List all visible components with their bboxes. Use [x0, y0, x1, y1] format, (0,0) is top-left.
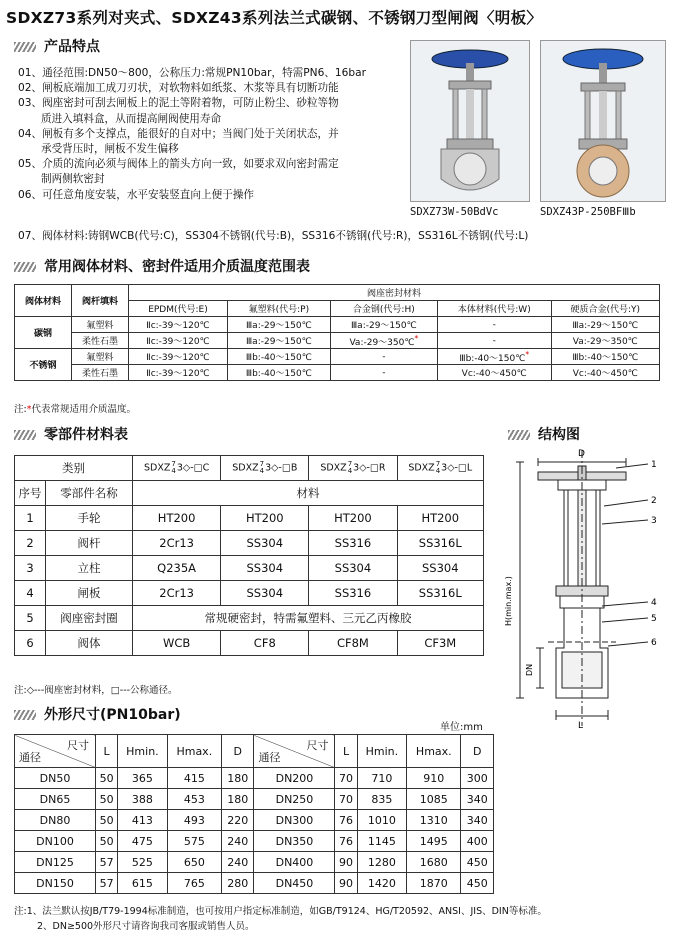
callout-3: 3 — [651, 516, 657, 526]
dim-cell: 413 — [118, 810, 168, 831]
part-material: CF8M — [309, 631, 397, 656]
row5-no: 5 — [15, 606, 46, 631]
dim-cell: DN350 — [254, 831, 335, 852]
header-material: 材料 — [133, 481, 484, 506]
dim-cell: 57 — [96, 873, 118, 894]
star-mark: * — [525, 349, 530, 359]
temperature-cell — [129, 317, 228, 333]
dim-cell: 910 — [407, 768, 461, 789]
dim-cell: 575 — [167, 831, 221, 852]
table-row — [15, 810, 494, 831]
section-features-heading — [14, 36, 100, 56]
table-row — [15, 333, 660, 349]
dim-cell: DN100 — [15, 831, 96, 852]
dim-cell: DN200 — [254, 768, 335, 789]
structure-drawing — [498, 446, 680, 732]
table-row — [15, 789, 494, 810]
dim-cell: DN400 — [254, 852, 335, 873]
section-dimensions-heading — [14, 704, 181, 724]
temperature-cell — [551, 333, 659, 349]
note-prefix: 注: — [14, 404, 27, 415]
table-row — [15, 873, 494, 894]
dim-col-header: L — [335, 735, 357, 768]
footnote-2: 2、DN≥500外形尺寸请咨询我司客服或销售人员。 — [37, 921, 255, 932]
parts-table-note: 注:◇---阀座密封材料，□---公称通径。 — [14, 685, 178, 696]
dim-col-header: Hmax. — [167, 735, 221, 768]
feature-line: 质进入填料盒，从而提高闸阀使用寿命 — [41, 112, 222, 125]
temperature-value: Vc:-40～450℃ — [461, 369, 527, 379]
dim-label-H: H(min.max.) — [504, 576, 513, 626]
hatch-icon — [14, 42, 36, 52]
part-material: SS316 — [309, 531, 397, 556]
feature-line: 01、通径范围:DN50～800，公称压力:常规PN10bar，特需PN6、16bar — [18, 67, 366, 79]
dim-cell: 340 — [461, 789, 494, 810]
model-header — [133, 456, 221, 481]
temperature-cell — [129, 349, 228, 365]
table-row — [15, 581, 484, 606]
temperature-cell — [129, 365, 228, 381]
part-material: CF8 — [221, 631, 309, 656]
dim-cell: 1310 — [407, 810, 461, 831]
temperature-cell — [330, 365, 437, 381]
temperature-value: Ⅱc:-39～120℃ — [146, 321, 210, 331]
dim-cell: 70 — [335, 789, 357, 810]
feature-line: 承受背压时，闸板不发生偏移 — [41, 143, 179, 156]
part-material: SS304 — [221, 531, 309, 556]
dim-cell: 1680 — [407, 852, 461, 873]
dim-cell: DN450 — [254, 873, 335, 894]
dimension-table — [14, 734, 494, 894]
dim-cell: 180 — [221, 768, 254, 789]
dim-cell: 1145 — [357, 831, 407, 852]
fraction-bottom: 4 — [171, 467, 176, 475]
table-row — [15, 317, 660, 333]
temperature-cell — [551, 317, 659, 333]
temperature-value: Va:-29～350℃ — [572, 337, 638, 347]
section-parts-heading — [14, 424, 128, 444]
part-name: 手轮 — [46, 506, 133, 531]
temperature-cell — [227, 365, 330, 381]
temperature-value: Ⅲa:-29～150℃ — [572, 321, 639, 331]
diagonal-header-cell — [254, 735, 335, 768]
star-mark: * — [414, 333, 419, 343]
dim-cell: 70 — [335, 768, 357, 789]
dim-label-L: L — [578, 721, 584, 731]
part-material: SS304 — [221, 581, 309, 606]
feature-line: 03、阀座密封可刮去闸板上的泥土等附着物，可防止粉尘、砂粒等物 — [18, 97, 339, 110]
feature-line: 04、闸板有多个支撑点，能很好的自对中；当阀门处于关闭状态，并 — [18, 127, 339, 140]
temperature-value: - — [492, 335, 496, 346]
temperature-value: Ⅲa:-29～150℃ — [245, 321, 312, 331]
model-header — [397, 456, 483, 481]
dim-cell: 90 — [335, 852, 357, 873]
temperature-cell — [227, 333, 330, 349]
model-header — [221, 456, 309, 481]
dim-cell: 280 — [221, 873, 254, 894]
dim-cell: 50 — [96, 768, 118, 789]
table-row — [15, 349, 660, 365]
dim-cell: 388 — [118, 789, 168, 810]
dim-cell: DN300 — [254, 810, 335, 831]
temperature-cell — [227, 317, 330, 333]
dim-col-header: L — [96, 735, 118, 768]
dim-cell: 525 — [118, 852, 168, 873]
header-no: 序号 — [15, 481, 46, 506]
part-material: HT200 — [221, 506, 309, 531]
temperature-value: Ⅲb:-40～150℃ — [245, 369, 312, 379]
dim-col-header: D — [461, 735, 494, 768]
part-material: CF3M — [397, 631, 483, 656]
feature-list — [18, 66, 398, 203]
section-structure-heading — [508, 424, 580, 444]
section-dimensions-label: 外形尺寸(PN10bar) — [44, 707, 181, 723]
part-material: 2Cr13 — [133, 531, 221, 556]
packing-cell: 氟塑料 — [72, 349, 129, 365]
dim-cell: 400 — [461, 831, 494, 852]
feature-line: 06、可任意角度安装，水平安装竖直向上便于操作 — [18, 188, 254, 201]
part-name: 闸板 — [46, 581, 133, 606]
model-fraction — [348, 461, 352, 475]
dim-cell: 1420 — [357, 873, 407, 894]
temperature-cell — [330, 317, 437, 333]
hatch-icon — [14, 710, 36, 720]
part-name: 阀杆 — [46, 531, 133, 556]
fraction-bottom: 4 — [347, 467, 353, 475]
temperature-value: Ⅲb:-40～150℃ — [245, 353, 312, 363]
header-part-name: 零部件名称 — [46, 481, 133, 506]
dim-label-D: D — [578, 449, 585, 459]
fraction-top: 7 — [435, 460, 441, 468]
temperature-value: - — [492, 319, 496, 330]
dim-col-header: D — [221, 735, 254, 768]
part-no: 4 — [15, 581, 46, 606]
table-row — [15, 506, 484, 531]
header-size: 尺寸 — [306, 739, 329, 752]
diagonal-header-cell — [15, 735, 96, 768]
part-no: 3 — [15, 556, 46, 581]
dim-cell: 493 — [167, 810, 221, 831]
callout-5: 5 — [651, 614, 657, 624]
dim-label-DN: DN — [525, 663, 534, 676]
dim-cell: 76 — [335, 831, 357, 852]
dim-cell: DN65 — [15, 789, 96, 810]
temperature-cell — [551, 349, 659, 365]
row5-text: 常规硬密封，特需氟塑料、三元乙丙橡胶 — [133, 606, 484, 631]
dim-cell: 57 — [96, 852, 118, 873]
seal-col-header: 氟塑料(代号:P) — [227, 301, 330, 317]
section-structure-label: 结构图 — [538, 427, 580, 443]
hatch-icon — [14, 262, 36, 272]
part-material: HT200 — [397, 506, 483, 531]
fraction-bottom: 4 — [259, 467, 265, 475]
body-material-cell: 不锈钢 — [15, 349, 72, 381]
temperature-cell — [437, 349, 551, 365]
model-prefix: SDXZ — [144, 462, 171, 474]
dim-cell: 50 — [96, 831, 118, 852]
dim-cell: 240 — [221, 852, 254, 873]
note-text: 代表常规适用介质温度。 — [31, 404, 136, 415]
part-no: 2 — [15, 531, 46, 556]
callout-1: 1 — [651, 460, 657, 470]
fraction-top: 7 — [259, 460, 265, 468]
dim-cell: 1085 — [407, 789, 461, 810]
temperature-value: Ⅲb:-40～150℃ — [459, 353, 526, 364]
dim-cell: 50 — [96, 789, 118, 810]
photo-caption-right: SDXZ43P-250BFⅢb — [540, 206, 636, 218]
part-material: SS304 — [397, 556, 483, 581]
model-prefix: SDXZ — [232, 462, 259, 474]
material-table-note — [14, 401, 136, 415]
model-fraction — [260, 461, 264, 475]
section-features-label: 产品特点 — [44, 39, 100, 55]
temperature-value: Ⅱc:-39～120℃ — [146, 337, 210, 347]
page-title: SDXZ73系列对夹式、SDXZ43系列法兰式碳钢、不锈钢刀型闸阀〈明板〉 — [6, 9, 543, 27]
dim-col-header: Hmin. — [357, 735, 407, 768]
dim-cell: 300 — [461, 768, 494, 789]
temperature-value: Ⅲa:-29～150℃ — [245, 337, 312, 347]
dim-cell: DN125 — [15, 852, 96, 873]
dim-cell: 453 — [167, 789, 221, 810]
row6-no: 6 — [15, 631, 46, 656]
dim-cell: 76 — [335, 810, 357, 831]
part-no: 1 — [15, 506, 46, 531]
temperature-cell — [330, 333, 437, 349]
temperature-cell — [437, 317, 551, 333]
part-material: HT200 — [133, 506, 221, 531]
footnote-1: 注:1、法兰默认按JB/T79-1994标准制造，也可按用户指定标准制造，如GB/T9124、HG/T20592、ANSI、JIS、DIN等标准。 — [14, 906, 547, 917]
dim-cell: 1495 — [407, 831, 461, 852]
row6-name: 阀体 — [46, 631, 133, 656]
dim-cell: 475 — [118, 831, 168, 852]
table-row — [15, 852, 494, 873]
dim-cell: 340 — [461, 810, 494, 831]
temperature-cell — [227, 349, 330, 365]
callout-2: 2 — [651, 496, 657, 506]
dim-cell: 450 — [461, 873, 494, 894]
model-suffix: 3◇-□C — [176, 462, 210, 474]
dim-cell: 365 — [118, 768, 168, 789]
dim-cell: 765 — [167, 873, 221, 894]
temperature-value: - — [382, 367, 386, 378]
temperature-value: Ⅲb:-40～150℃ — [572, 353, 639, 363]
seal-col-header: EPDM(代号:E) — [129, 301, 228, 317]
part-material: SS316L — [397, 581, 483, 606]
temperature-value: - — [382, 351, 386, 362]
dim-cell: 1870 — [407, 873, 461, 894]
part-material: SS316 — [309, 581, 397, 606]
dim-col-header: Hmin. — [118, 735, 168, 768]
temperature-value: Ⅱc:-39～120℃ — [146, 353, 210, 363]
part-name: 立柱 — [46, 556, 133, 581]
parts-material-table — [14, 455, 484, 656]
part-material: 2Cr13 — [133, 581, 221, 606]
seal-col-header: 本体材料(代号:W) — [437, 301, 551, 317]
dim-cell: 50 — [96, 810, 118, 831]
packing-cell: 柔性石墨 — [72, 333, 129, 349]
dim-cell: 450 — [461, 852, 494, 873]
part-material: Q235A — [133, 556, 221, 581]
dim-col-header: Hmax. — [407, 735, 461, 768]
dim-cell: 710 — [357, 768, 407, 789]
model-prefix: SDXZ — [408, 462, 435, 474]
header-category: 类别 — [15, 456, 133, 481]
note-star: * — [26, 404, 32, 415]
fraction-top: 7 — [347, 460, 353, 468]
header-diameter: 通径 — [19, 751, 41, 764]
model-fraction — [171, 461, 175, 475]
dim-cell: DN50 — [15, 768, 96, 789]
dim-cell: DN80 — [15, 810, 96, 831]
row5-name: 阀座密封圈 — [46, 606, 133, 631]
model-suffix: 3◇-□L — [441, 462, 473, 474]
product-photo-flanged — [540, 40, 666, 202]
model-prefix: SDXZ — [320, 462, 347, 474]
dim-cell: 1010 — [357, 810, 407, 831]
fraction-bottom: 4 — [435, 467, 441, 475]
dim-cell: 835 — [357, 789, 407, 810]
temperature-cell — [437, 333, 551, 349]
callout-6: 6 — [651, 638, 657, 648]
model-header — [309, 456, 397, 481]
table-row — [15, 365, 660, 381]
unit-label: 单位:mm — [440, 722, 483, 733]
section-parts-label: 零部件材料表 — [44, 427, 128, 443]
temperature-value: Vc:-40～450℃ — [572, 369, 638, 379]
hatch-icon — [14, 430, 36, 440]
table-row — [15, 556, 484, 581]
packing-cell: 柔性石墨 — [72, 365, 129, 381]
feature-line: 02、闸板底端加工成刀刃状，对软物料如纸浆、木浆等具有切断功能 — [18, 82, 339, 95]
temperature-value: Ⅲa:-29～150℃ — [350, 321, 417, 331]
part-material: WCB — [133, 631, 221, 656]
feature-07: 07、阀体材料:铸钢WCB(代号:C)，SS304不锈钢(代号:B)，SS316不锈钢(代号:R)，SS316L不锈钢(代号:L) — [18, 230, 529, 242]
dim-cell: 90 — [335, 873, 357, 894]
header-seal: 阀座密封材料 — [129, 285, 660, 301]
section-materials-label: 常用阀体材料、密封件适用介质温度范围表 — [44, 259, 310, 275]
part-material: SS316L — [397, 531, 483, 556]
material-temperature-table — [14, 284, 660, 381]
feature-line: 制两侧软密封 — [41, 173, 105, 186]
temperature-value: Va:-29～350℃ — [349, 337, 415, 348]
temperature-value: Ⅱc:-39～120℃ — [146, 369, 210, 379]
dim-cell: 650 — [167, 852, 221, 873]
dim-cell: DN250 — [254, 789, 335, 810]
model-suffix: 3◇-□R — [353, 462, 386, 474]
table-row — [15, 831, 494, 852]
temperature-cell — [129, 333, 228, 349]
section-materials-heading — [14, 256, 310, 276]
dim-cell: 240 — [221, 831, 254, 852]
dim-cell: 1280 — [357, 852, 407, 873]
dim-cell: 220 — [221, 810, 254, 831]
seal-col-header: 硬质合金(代号:Y) — [551, 301, 659, 317]
table-row — [15, 768, 494, 789]
feature-line: 05、介质的流向必须与阀体上的箭头方向一致，如要求双向密封需定 — [18, 158, 339, 171]
product-photo-wafer — [410, 40, 530, 202]
part-material: HT200 — [309, 506, 397, 531]
header-body: 阀体材料 — [15, 285, 72, 317]
packing-cell: 氟塑料 — [72, 317, 129, 333]
header-size: 尺寸 — [67, 739, 89, 752]
header-packing: 阀杆填料 — [72, 285, 129, 317]
seal-col-header: 合金钢(代号:H) — [330, 301, 437, 317]
temperature-cell — [551, 365, 659, 381]
fraction-top: 7 — [171, 460, 176, 468]
dim-cell: 415 — [167, 768, 221, 789]
temperature-cell — [330, 349, 437, 365]
model-suffix: 3◇-□B — [265, 462, 298, 474]
dim-cell: 615 — [118, 873, 168, 894]
dim-cell: DN150 — [15, 873, 96, 894]
header-diameter: 通径 — [258, 751, 281, 764]
body-material-cell: 碳钢 — [15, 317, 72, 349]
photo-caption-left: SDXZ73W-50BdVc — [410, 206, 499, 218]
model-fraction — [436, 461, 440, 475]
part-material: SS304 — [309, 556, 397, 581]
hatch-icon — [508, 430, 530, 440]
table-row — [15, 531, 484, 556]
dim-cell: 180 — [221, 789, 254, 810]
callout-4: 4 — [651, 598, 657, 608]
part-material: SS304 — [221, 556, 309, 581]
temperature-cell — [437, 365, 551, 381]
